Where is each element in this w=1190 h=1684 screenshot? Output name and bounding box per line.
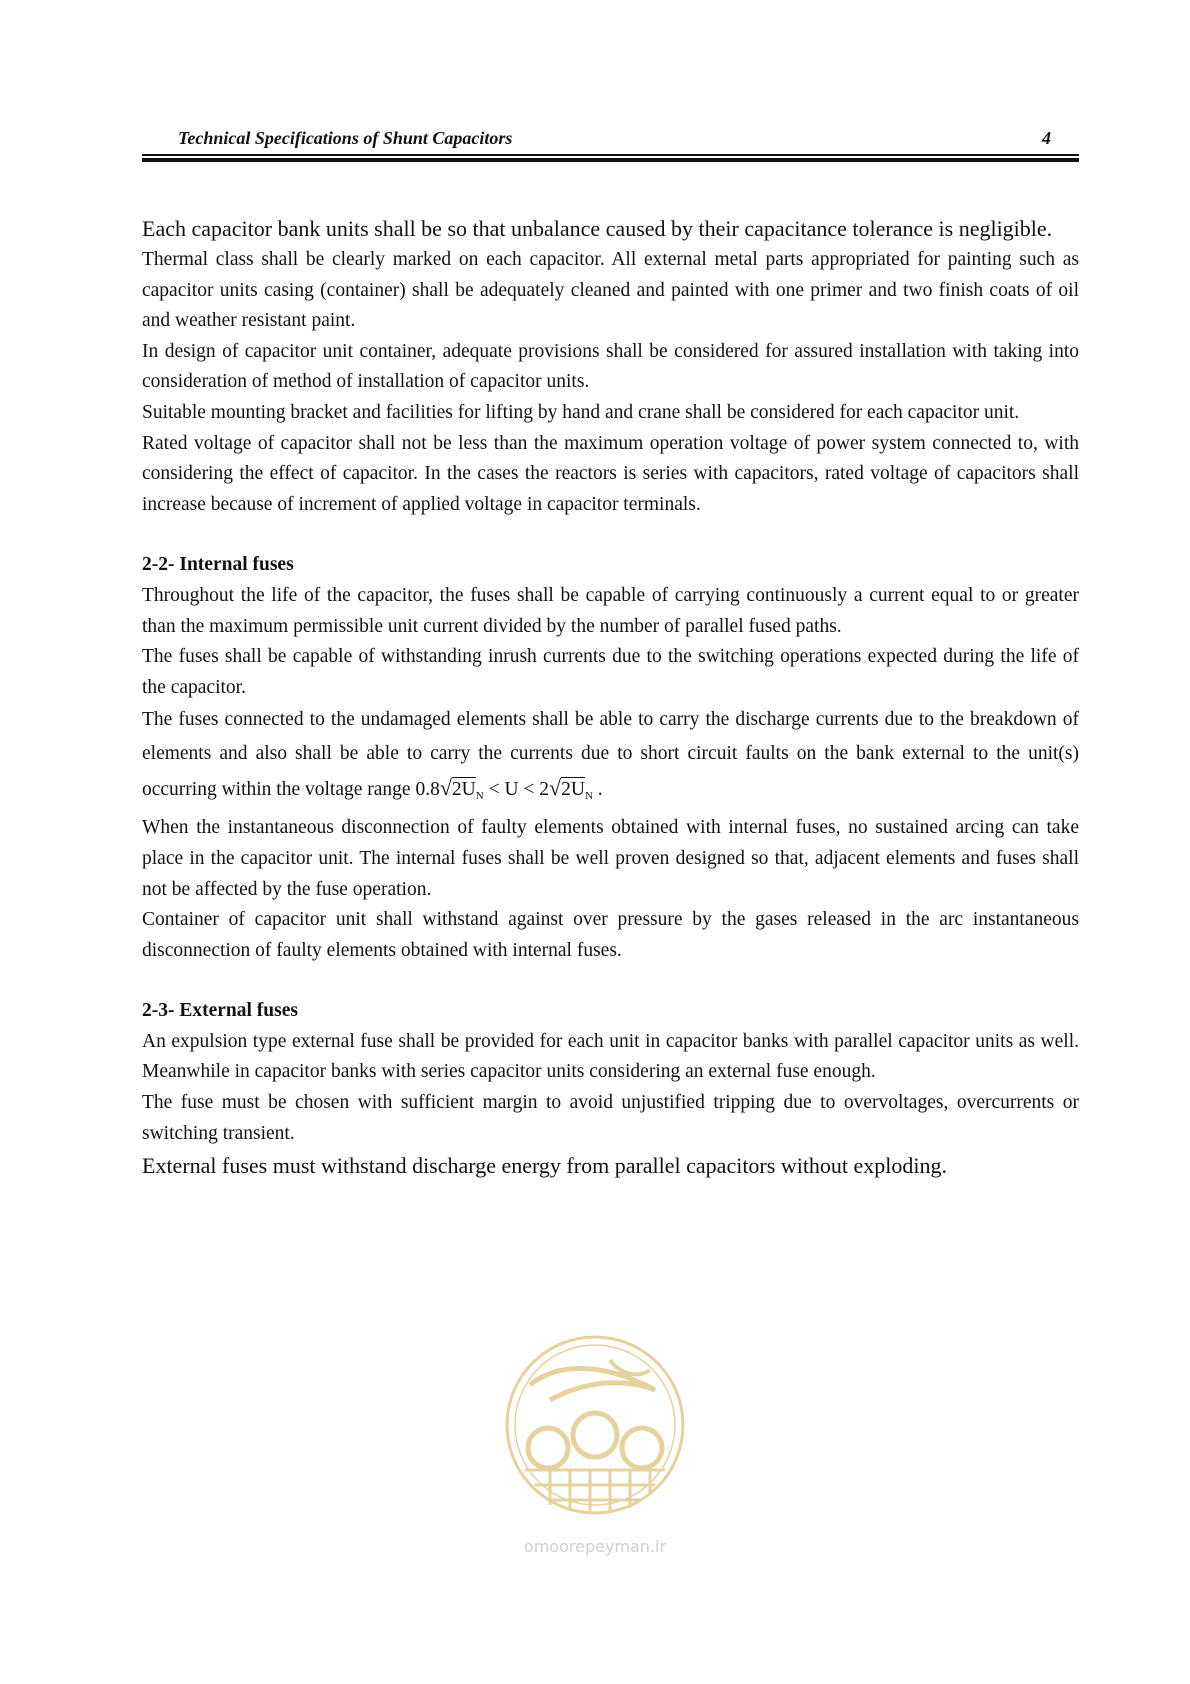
header-rule-thick (142, 158, 1079, 162)
voltage-range-equation: $0.8√2U_N < U < 2√2U_N$ . (415, 779, 602, 800)
watermark (490, 1330, 700, 1560)
paragraph: Rated voltage of capacitor shall not be less than the maximum operation voltage of power system connected to, with considering the effect of capacitor. In the cases the reactors is series with capacitors, rated voltage of capacitors shall increase because of increment of applied voltage in capacitor terminals. (142, 432, 1079, 515)
paragraph: The fuse must be chosen with sufficient margin to avoid unjustified tripping due to overvoltages, overcurrents or switching transient. (142, 1092, 1079, 1144)
paragraph: Suitable mounting bracket and facilities for lifting by hand and crane shall be considered for each capacitor unit. (142, 401, 1020, 423)
sqrt-symbol: √2U (439, 775, 476, 801)
document-title: Technical Specifications of Shunt Capacitors (178, 128, 513, 148)
paragraph: Thermal class shall be clearly marked on each capacitor. All external metal parts appropriated for painting such as capacitor units casing (container) shall be adequately cleaned and painted with one primer and two finish coats of oil and weather resistant paint. (142, 249, 1079, 332)
page-content (142, 212, 1079, 1182)
section-heading-external-fuses: 2-3- External fuses (142, 1000, 298, 1022)
paragraph: The fuses shall be capable of withstanding inrush currents due to the switching operations expected during the life of the capacitor. (142, 646, 1079, 698)
paragraph-with-equation (142, 703, 1079, 813)
paragraph: Each capacitor bank units shall be so that unbalance caused by their capacitance tolerance is negligible. (142, 216, 1053, 241)
paragraph: An expulsion type external fuse shall be provided for each unit in capacitor banks with parallel capacitor units as well. Meanwhile in capacitor banks with series capacitor units considering an external fuse enough. (142, 1030, 1079, 1083)
paragraph-text: The fuses connected to the undamaged elements shall be able to carry the discharge currents due to the breakdown of elements and also shall be able to carry the currents due to short circuit faults on the bank external to the unit(s) occurring within the voltage range (142, 709, 1079, 801)
header-rule-thin (142, 154, 1079, 156)
paragraph: When the instantaneous disconnection of faulty elements obtained with internal fuses, no sustained arcing can take place in the capacitor unit. The internal fuses shall be well proven designed so that, adjacent elements and fuses shall not be affected by the fuse operation. (142, 817, 1079, 900)
paragraph: Throughout the life of the capacitor, the fuses shall be capable of carrying continuously a current equal to or greater than the maximum permissible unit current divided by the number of parallel fused paths. (142, 584, 1079, 637)
paragraph: External fuses must withstand discharge energy from parallel capacitors without exploding. (142, 1153, 948, 1179)
paragraph: Container of capacitor unit shall withstand against over pressure by the gases released in the arc instantaneous disconnection of faulty elements obtained with internal fuses. (142, 909, 1079, 961)
svg-text:omoorepeyman.ir: omoorepeyman.ir (523, 1537, 667, 1556)
page-number: 4 (1042, 128, 1051, 148)
section-heading-internal-fuses: 2-2- Internal fuses (142, 554, 294, 576)
sqrt-symbol: √2U (549, 775, 585, 801)
omoorepeyman-logo-icon (490, 1330, 700, 1560)
paragraph: In design of capacitor unit container, adequate provisions shall be considered for assured installation with taking into consideration of method of installation of capacitor units. (142, 340, 1079, 393)
